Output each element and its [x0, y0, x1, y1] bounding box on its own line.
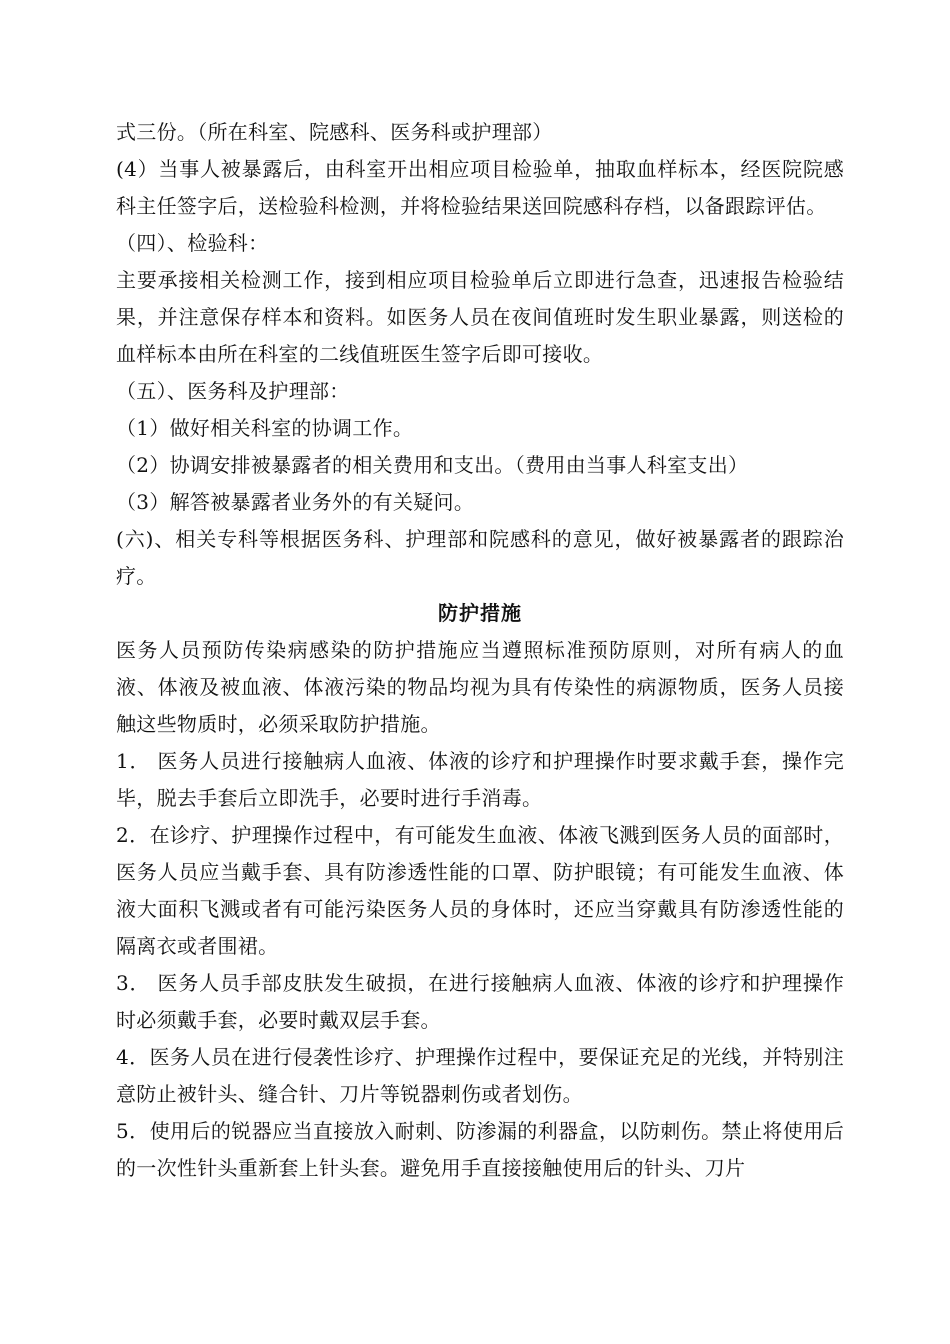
list-item: 5．使用后的锐器应当直接放入耐刺、防渗漏的利器盒，以防刺伤。禁止将使用后的一次性针头重新套上针头套。避免用手直接接触使用后的针头、刀片 [116, 1119, 844, 1180]
paragraph: 式三份。（所在科室、院感科、医务科或护理部） [116, 120, 553, 144]
list-item: 4．医务人员在进行侵袭性诊疗、护理操作过程中，要保证充足的光线，并特别注意防止被针头、缝合针、刀片等锐器刺伤或者划伤。 [116, 1045, 844, 1106]
list-item: （2）协调安排被暴露者的相关费用和支出。（费用由当事人科室支出） [116, 453, 749, 477]
list-item: 1． 医务人员进行接触病人血液、体液的诊疗和护理操作时要求戴手套，操作完毕，脱去手套后立即洗手，必要时进行手消毒。 [116, 749, 844, 810]
list-item: 2．在诊疗、护理操作过程中，有可能发生血液、体液飞溅到医务人员的面部时，医务人员应当戴手套、具有防渗透性能的口罩、防护眼镜；有可能发生血液、体液大面积飞溅或者有可能污染医务人员的身体时，还应当穿戴具有防渗透性能的隔离衣或者围裙。 [116, 823, 844, 958]
list-item: （1）做好相关科室的协调工作。 [116, 416, 414, 440]
section-title: 防护措施 [438, 601, 522, 625]
list-item: 3． 医务人员手部皮肤发生破损，在进行接触病人血液、体液的诊疗和护理操作时必须戴手套，必要时戴双层手套。 [116, 971, 844, 1032]
list-item: （3）解答被暴露者业务外的有关疑问。 [116, 490, 475, 514]
paragraph: (六)、相关专科等根据医务科、护理部和院感科的意见，做好被暴露者的跟踪治疗。 [116, 527, 844, 588]
paragraph: 主要承接相关检测工作，接到相应项目检验单后立即进行急查，迅速报告检验结果，并注意保存样本和资料。如医务人员在夜间值班时发生职业暴露，则送检的血样标本由所在科室的二线值班医生签字后即可接收。 [116, 268, 844, 366]
paragraph: (4）当事人被暴露后，由科室开出相应项目检验单，抽取血样标本，经医院院感科主任签字后，送检验科检测，并将检验结果送回院感科存档，以备跟踪评估。 [116, 157, 844, 218]
subsection-heading: （四）、检验科： [116, 231, 269, 255]
document-body [116, 114, 844, 1187]
subsection-heading: （五）、医务科及护理部： [116, 379, 350, 403]
paragraph: 医务人员预防传染病感染的防护措施应当遵照标准预防原则，对所有病人的血液、体液及被血液、体液污染的物品均视为具有传染性的病源物质，医务人员接触这些物质时，必须采取防护措施。 [116, 638, 844, 736]
